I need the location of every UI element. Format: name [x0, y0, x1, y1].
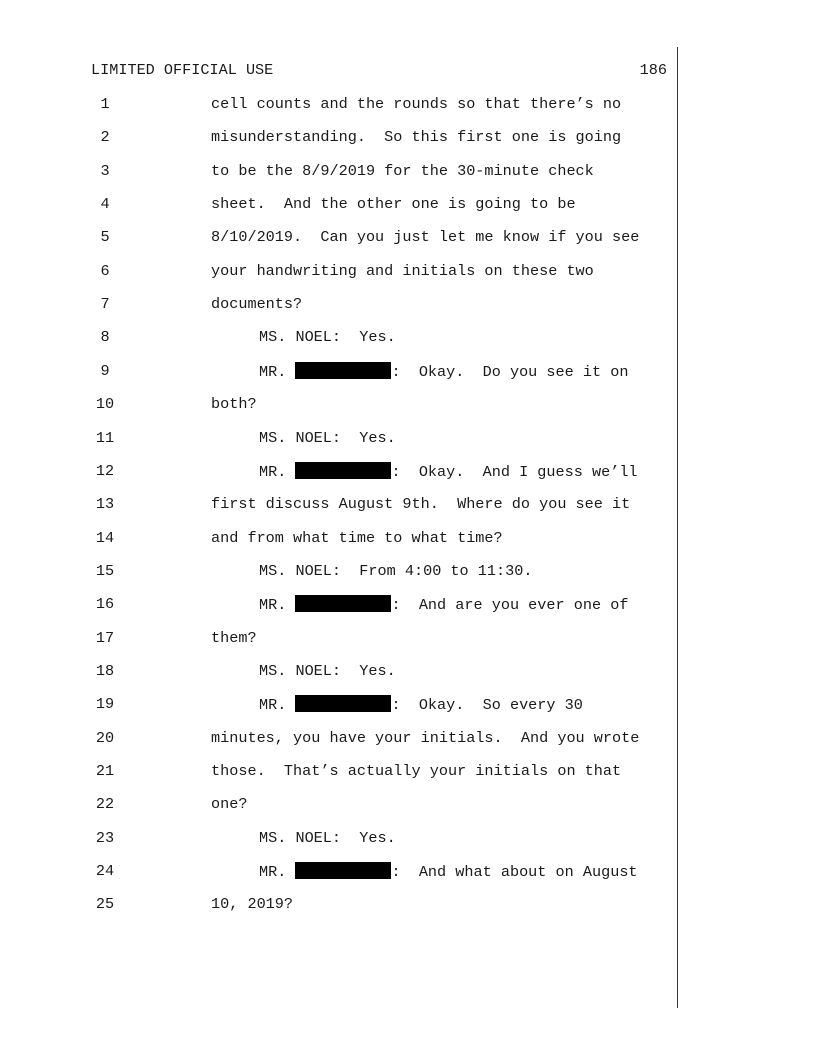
speaker-label: MS. NOEL:	[259, 661, 342, 680]
line-number: 10	[95, 395, 115, 414]
line-text	[259, 429, 396, 447]
transcript-line	[0, 729, 816, 749]
transcript-line	[0, 295, 816, 315]
redaction-box	[295, 595, 391, 612]
page-number: 186	[639, 61, 667, 79]
spoken-text: Yes.	[359, 428, 396, 447]
transcript-line	[0, 895, 816, 915]
line-number: 17	[95, 628, 115, 647]
line-number: 13	[95, 495, 115, 514]
line-text: misunderstanding. So this first one is going	[211, 128, 622, 147]
line-number: 24	[95, 862, 115, 881]
redaction-box	[295, 862, 391, 879]
line-number: 1	[100, 95, 110, 113]
transcript-line	[0, 462, 816, 482]
spoken-text: From 4:00 to 11:30.	[359, 561, 533, 580]
speaker-label: MS. NOEL:	[259, 328, 342, 347]
line-text: them?	[211, 628, 257, 647]
line-number: 21	[95, 762, 115, 780]
line-number: 16	[95, 595, 115, 614]
speaker-label: MR.	[259, 863, 287, 882]
spoken-text: Okay. So every 30	[418, 696, 583, 715]
line-text: MR. : And what about on August	[259, 863, 638, 882]
line-text: MR. : Okay. So every 30	[259, 696, 583, 715]
line-number: 4	[100, 195, 110, 214]
line-number: 22	[95, 795, 115, 814]
line-text: those. That’s actually your initials on that	[211, 762, 622, 780]
redaction-box	[295, 695, 391, 712]
line-text: one?	[211, 795, 248, 814]
transcript-line	[0, 429, 816, 449]
spoken-text: And are you ever one of	[418, 596, 629, 615]
speaker-label: MS. NOEL:	[259, 561, 342, 580]
classification-header: LIMITED OFFICIAL USE	[91, 61, 274, 79]
transcript-line	[0, 829, 816, 849]
line-number: 11	[95, 428, 115, 447]
line-text: minutes, you have your initials. And you wrote	[211, 728, 640, 747]
transcript-line	[0, 362, 816, 382]
spoken-text: Yes.	[359, 328, 396, 347]
speaker-label: MR.	[259, 596, 287, 615]
line-text	[259, 328, 396, 346]
speaker-label: MR.	[259, 696, 287, 715]
transcript-line	[0, 562, 816, 582]
speaker-label: MS. NOEL:	[259, 828, 342, 847]
line-text: MR. : Okay. And I guess we’ll	[259, 462, 638, 481]
line-number: 3	[100, 161, 110, 180]
transcript-line	[0, 795, 816, 815]
transcript-line	[0, 228, 816, 248]
redaction-box	[295, 362, 391, 379]
spoken-text: Okay. And I guess we’ll	[418, 462, 638, 481]
spoken-text: Okay. Do you see it on	[418, 362, 629, 381]
transcript-line	[0, 128, 816, 148]
transcript-line	[0, 495, 816, 515]
line-text: to be the 8/9/2019 for the 30-minute check	[211, 161, 594, 180]
line-text: 10, 2019?	[211, 895, 294, 914]
transcript-line	[0, 262, 816, 282]
transcript-line	[0, 695, 816, 715]
transcript-line	[0, 862, 816, 882]
line-text	[259, 662, 396, 680]
spoken-text: Yes.	[359, 828, 396, 847]
line-text	[259, 562, 532, 580]
line-number: 6	[100, 261, 110, 280]
line-text: your handwriting and initials on these two	[211, 261, 594, 280]
transcript-line	[0, 595, 816, 615]
line-text: sheet. And the other one is going to be	[211, 195, 576, 214]
line-text: cell counts and the rounds so that there’s no	[211, 95, 622, 113]
redaction-box	[295, 462, 391, 479]
transcript-line	[0, 395, 816, 415]
transcript-line	[0, 629, 816, 649]
line-text: MR. : Okay. Do you see it on	[259, 362, 629, 381]
line-number: 18	[95, 661, 115, 680]
line-number: 14	[95, 528, 115, 547]
transcript-line	[0, 162, 816, 182]
speaker-label: MS. NOEL:	[259, 428, 342, 447]
speaker-label: MR.	[259, 362, 287, 381]
line-number: 5	[100, 228, 110, 247]
transcript-line	[0, 662, 816, 682]
line-number: 23	[95, 828, 115, 847]
line-text: documents?	[211, 295, 303, 314]
line-number: 15	[95, 561, 115, 580]
speaker-label: MR.	[259, 462, 287, 481]
line-text	[259, 829, 396, 847]
line-number: 19	[95, 695, 115, 714]
line-text: both?	[211, 395, 257, 414]
transcript-line	[0, 195, 816, 215]
transcript-line	[0, 95, 816, 115]
line-number: 8	[100, 328, 110, 347]
transcript-line	[0, 762, 816, 782]
line-text: and from what time to what time?	[211, 528, 503, 547]
line-number: 25	[95, 895, 115, 914]
spoken-text: Yes.	[359, 661, 396, 680]
line-number: 7	[100, 295, 110, 314]
line-number: 2	[100, 128, 110, 147]
transcript-line	[0, 328, 816, 348]
line-text: first discuss August 9th. Where do you see it	[211, 495, 631, 514]
line-number: 9	[100, 361, 110, 380]
line-number: 20	[95, 728, 115, 747]
line-text: MR. : And are you ever one of	[259, 596, 629, 615]
transcript-line	[0, 529, 816, 549]
spoken-text: And what about on August	[418, 863, 638, 882]
line-number: 12	[95, 461, 115, 480]
line-text: 8/10/2019. Can you just let me know if you see	[211, 228, 640, 247]
